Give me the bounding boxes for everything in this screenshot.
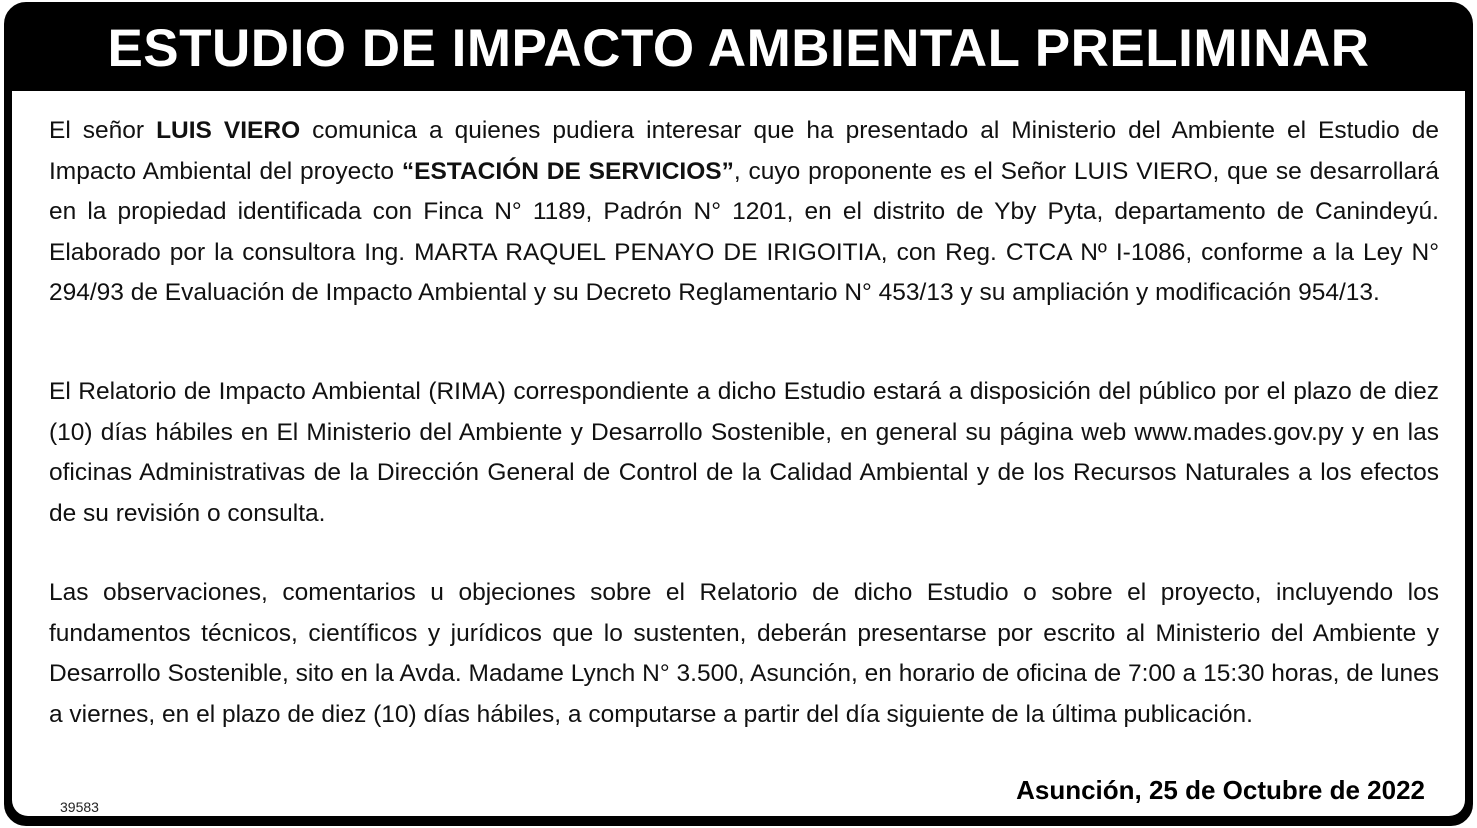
proponent-name: LUIS VIERO xyxy=(156,117,301,144)
ad-code: 39583 xyxy=(60,799,99,815)
paragraph1-text-3: , cuyo proponente es el Señor LUIS VIERO, que se desarrollará en la propiedad identificada con Finca N° 1189, Padrón N° 1201, en el distrito de Yby Pyta, departamento de Canindeyú. Elaborado por la consultora Ing. MARTA RAQUEL PENAYO DE IRIGOITIA, con Reg. CTCA Nº I-1086, conforme a la Ley N° 294/93 de Evaluación de Impacto Ambiental y su Decreto Reglamentario N° 453/13 y su ampliación y modificación 954/13. xyxy=(49,157,1439,306)
notice-body xyxy=(12,91,1465,816)
notice-title: ESTUDIO DE IMPACTO AMBIENTAL PRELIMINAR xyxy=(7,5,1470,91)
paragraph-presentation xyxy=(49,111,1439,314)
paragraph-rima: El Relatorio de Impacto Ambiental (RIMA) correspondiente a dicho Estudio estará a disposición del público por el plazo de diez (10) días hábiles en El Ministerio del Ambiente y Desarrollo Sostenible, en general su página web www.mades.gov.py y en las oficinas Administrativas de la Dirección General de Control de la Calidad Ambiental y de los Recursos Naturales a los efectos de su revisión o consulta. xyxy=(49,378,1439,527)
project-name: “ESTACIÓN DE SERVICIOS” xyxy=(401,157,734,185)
paragraph-observations: Las observaciones, comentarios u objeciones sobre el Relatorio de dicho Estudio o sobre el proyecto, incluyendo los fundamentos técnicos, científicos y jurídicos que lo sustenten, deberán presentarse por escrito al Ministerio del Ambiente y Desarrollo Sostenible, sito en la Avda. Madame Lynch N° 3.500, Asunción, en horario de oficina de 7:00 a 15:30 horas, de lunes a viernes, en el plazo de diez (10) días hábiles, a computarse a partir del día siguiente de la última publicación. xyxy=(49,579,1439,728)
paragraph1-text-2: comunica a quienes pudiera interesar que ha presentado al Ministerio del Ambiente el Estudio de Impacto Ambiental del proyecto xyxy=(49,117,1439,185)
publication-date: Asunción, 25 de Octubre de 2022 xyxy=(1016,775,1425,805)
paragraph1-text-1: El señor xyxy=(49,117,157,144)
notice-frame xyxy=(4,2,1473,826)
